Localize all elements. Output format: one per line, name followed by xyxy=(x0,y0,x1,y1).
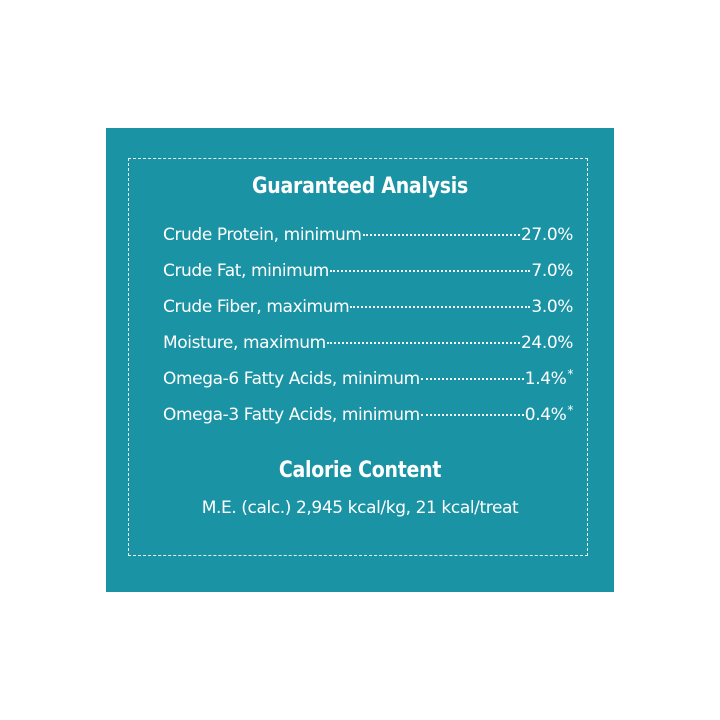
nutrition-panel xyxy=(106,128,614,592)
analysis-list xyxy=(163,225,573,441)
analysis-label: Crude Protein, minimum xyxy=(163,225,362,245)
analysis-value: 3.0% xyxy=(531,297,573,317)
analysis-row-crude-protein xyxy=(163,225,573,261)
analysis-label: Crude Fiber, maximum xyxy=(163,297,350,317)
analysis-label: Crude Fat, minimum xyxy=(163,261,329,281)
analysis-value: 24.0% xyxy=(520,333,573,353)
footnote-asterisk: * xyxy=(567,367,573,381)
analysis-row-moisture xyxy=(163,333,573,369)
dot-leader xyxy=(421,414,524,416)
analysis-label: Moisture, maximum xyxy=(163,333,326,353)
dot-leader xyxy=(363,234,520,236)
analysis-label: Omega-6 Fatty Acids, minimum xyxy=(163,369,420,389)
analysis-row-crude-fiber xyxy=(163,297,573,333)
analysis-label: Omega-3 Fatty Acids, minimum xyxy=(163,405,420,425)
dot-leader xyxy=(350,306,530,308)
dot-leader xyxy=(330,270,531,272)
dot-leader xyxy=(327,342,520,344)
analysis-value: 27.0% xyxy=(520,225,573,245)
calorie-content-text: M.E. (calc.) 2,945 kcal/kg, 21 kcal/treat xyxy=(201,498,519,518)
analysis-value: 7.0% xyxy=(531,261,573,281)
analysis-row-crude-fat xyxy=(163,261,573,297)
analysis-value: 0.4% xyxy=(524,405,567,425)
analysis-value: 1.4% xyxy=(524,369,567,389)
footnote-asterisk: * xyxy=(567,403,573,417)
dot-leader xyxy=(421,378,524,380)
guaranteed-analysis-title: Guaranteed Analysis xyxy=(252,174,468,199)
calorie-content-title: Calorie Content xyxy=(278,458,442,483)
analysis-row-omega-6 xyxy=(163,369,573,405)
analysis-row-omega-3 xyxy=(163,405,573,441)
